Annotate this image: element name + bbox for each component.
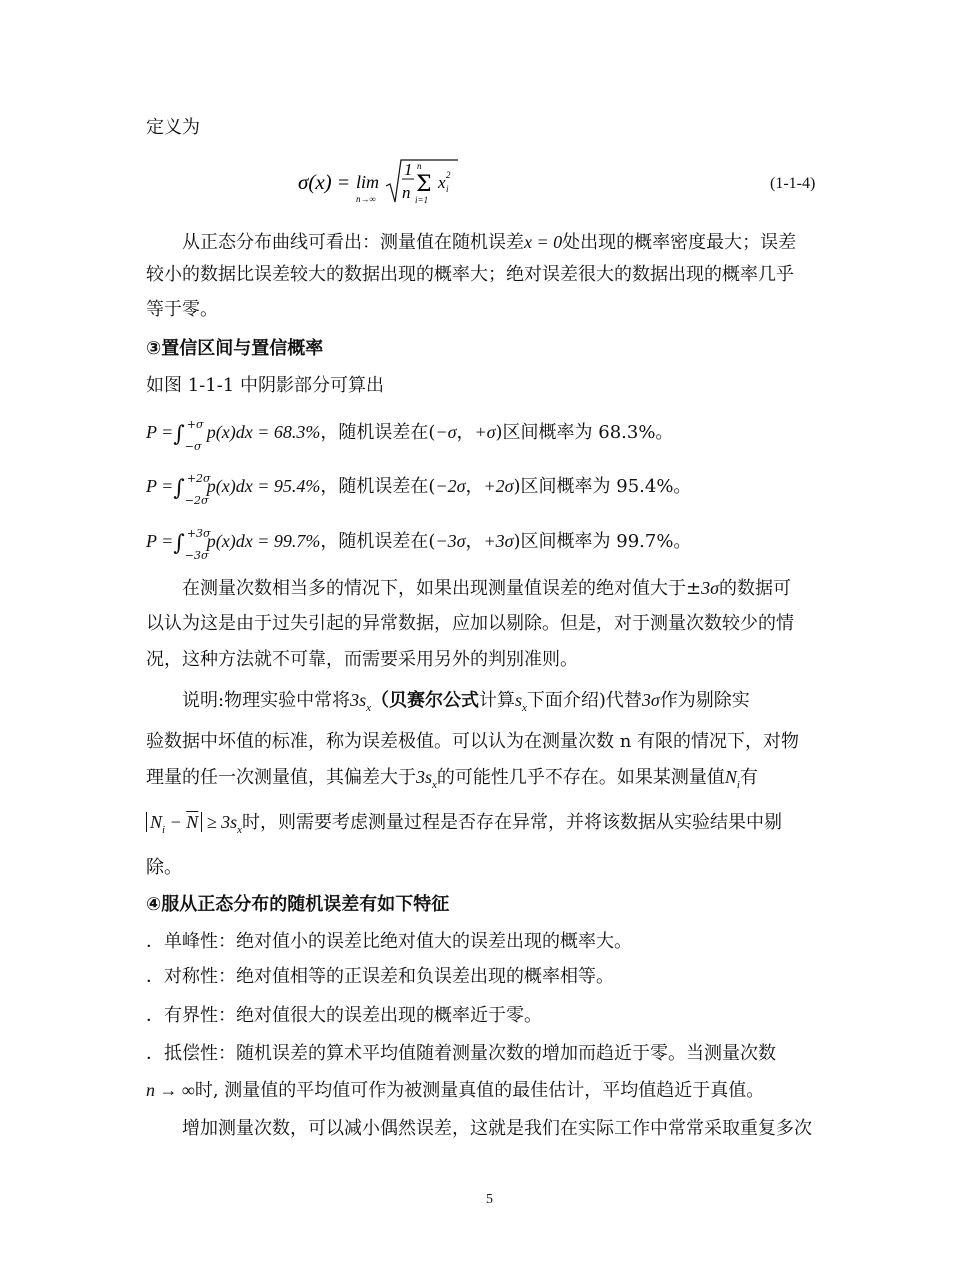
last-paragraph: 增加测量次数，可以减小偶然误差，这就是我们在实际工作中常常采取重复多次 bbox=[182, 1118, 812, 1139]
para3-line1 bbox=[182, 688, 750, 715]
sum-bot: i=1 bbox=[415, 195, 429, 205]
frac-den: n bbox=[402, 183, 411, 202]
p3-l4n: N bbox=[150, 812, 163, 832]
feature-3: ．有界性：绝对值很大的误差出现的概率近于零。 bbox=[146, 1005, 542, 1026]
prob-row-1 bbox=[146, 418, 674, 453]
para3-line2: 验数据中坏值的标准，称为误差极值。可以认为在测量次数 n 有限的情况下，对物 bbox=[146, 731, 800, 752]
prob1-sep: ， bbox=[456, 422, 475, 443]
p3-m2s: x bbox=[522, 702, 527, 714]
prob1-text-b: )区间概率为 68.3%。 bbox=[495, 422, 674, 443]
prob2-text-b: )区间概率为 95.4%。 bbox=[513, 476, 692, 497]
prob1-upper: +σ bbox=[186, 418, 204, 431]
prob2-ib: +2σ bbox=[483, 476, 514, 496]
prob-row-3 bbox=[146, 527, 692, 562]
equation-number: (1-1-4) bbox=[770, 175, 816, 192]
p3-l4ges: x bbox=[237, 824, 243, 836]
prob2-lhs: P = bbox=[146, 476, 174, 496]
prob3-ia: −3σ bbox=[435, 531, 466, 551]
p3-l3ns: i bbox=[736, 779, 740, 791]
p2-text-a: 在测量次数相当多的情况下，如果出现测量值误差的绝对值大于± bbox=[182, 578, 702, 599]
p3-a: 说明:物理实验中常将 bbox=[182, 690, 351, 711]
p3-l3a: 理量的任一次测量值，其偏差大于 bbox=[146, 767, 416, 788]
p1-math: x = 0 bbox=[524, 232, 563, 252]
p1-text-b: 处出现的概率密度最大；误差 bbox=[562, 232, 797, 253]
prob1-ia: −σ bbox=[435, 422, 457, 442]
para3-line3 bbox=[146, 765, 758, 792]
term-x: x bbox=[438, 173, 446, 192]
feature-2: ．对称性：绝对值相等的正误差和负误差出现的概率相等。 bbox=[146, 966, 614, 987]
term-sup: 2 bbox=[446, 170, 451, 180]
integral-sign: ∫ bbox=[173, 531, 185, 556]
para2-line2: 以认为这是由于过失引起的异常数据，应加以剔除。但是，对于测量次数较少的情 bbox=[146, 613, 794, 634]
prob3-upper: +3σ bbox=[186, 527, 211, 540]
p3-l4minus: − bbox=[165, 812, 187, 832]
p3-c: 计算 bbox=[478, 690, 515, 711]
p3-l3m: 3s bbox=[416, 767, 433, 787]
prob1-text-a: ，随机误差在( bbox=[320, 422, 436, 443]
integral-sign: ∫ bbox=[173, 422, 185, 447]
p3-l3c: 有 bbox=[739, 767, 758, 788]
prob3-lower: −3σ bbox=[184, 549, 209, 562]
prob2-text-a: ，随机误差在( bbox=[320, 476, 436, 497]
eq-equals: = bbox=[338, 172, 350, 194]
para2-line3: 况，这种方法就不可靠，而需要采用另外的判别准则。 bbox=[146, 649, 578, 670]
feat-cont-text: 时, 测量值的平均值可作为被测量真值的最佳估计，平均值趋近于真值。 bbox=[194, 1080, 765, 1101]
feature-1: ．单峰性：绝对值小的误差比绝对值大的误差出现的概率大。 bbox=[146, 931, 632, 952]
frac-num: 1 bbox=[404, 160, 413, 179]
p3-l3n: N bbox=[724, 767, 737, 787]
term-sub: i bbox=[446, 184, 449, 194]
p3-l4bar: $\overline{N}$ bbox=[186, 812, 199, 832]
prob1-lhs: P = bbox=[146, 422, 174, 442]
sum-sign: Σ bbox=[416, 172, 432, 197]
p3-e: 作为剔除实 bbox=[659, 690, 750, 711]
p3-m3: 3σ bbox=[641, 690, 660, 710]
eq-lim: lim bbox=[356, 172, 380, 192]
eq-lhs: σ(x) bbox=[298, 170, 332, 194]
prob2-lower: −2σ bbox=[184, 494, 209, 507]
prob2-sep: ， bbox=[465, 476, 484, 497]
sigma-formula-svg bbox=[298, 158, 478, 208]
prob3-integrand: p(x)dx = 99.7% bbox=[206, 531, 321, 551]
prob3-text-b: )区间概率为 99.7%。 bbox=[513, 531, 692, 552]
sigma-formula bbox=[298, 158, 478, 204]
p3-l4ns: i bbox=[162, 824, 166, 836]
para2-line1 bbox=[182, 576, 791, 601]
prob-row-2 bbox=[146, 472, 692, 507]
p3-l4ge: ≥ 3s bbox=[202, 812, 238, 832]
feature-4-cont bbox=[146, 1078, 764, 1103]
intro-text: 定义为 bbox=[146, 117, 200, 138]
p3-m1s: x bbox=[366, 702, 371, 714]
prob1-integrand: p(x)dx = 68.3% bbox=[206, 422, 321, 442]
p3-l3b: 的可能性几乎不存在。如果某测量值 bbox=[436, 767, 725, 788]
p3-bold: （贝赛尔公式 bbox=[370, 690, 479, 711]
feat-math: n → ∞ bbox=[146, 1080, 195, 1100]
section-heading-3: ③置信区间与置信概率 bbox=[146, 338, 324, 359]
p3-m2: s bbox=[514, 690, 522, 710]
prob2-upper: +2σ bbox=[186, 472, 211, 485]
p3-d: 下面介绍)代替 bbox=[526, 690, 642, 711]
prob2-limits bbox=[184, 472, 211, 507]
prob1-ib: +σ bbox=[474, 422, 496, 442]
prob1-lower: −σ bbox=[184, 440, 202, 453]
para1-line3: 等于零。 bbox=[146, 299, 218, 320]
p1-text-a: 从正态分布曲线可看出：测量值在随机误差 bbox=[182, 232, 524, 253]
prob3-ib: +3σ bbox=[483, 531, 514, 551]
figure-reference: 如图 1-1-1 中阴影部分可算出 bbox=[146, 375, 384, 396]
prob3-text-a: ，随机误差在( bbox=[320, 531, 436, 552]
page-number: 5 bbox=[486, 1192, 493, 1207]
p3-l4b: 时，则需要考虑测量过程是否存在异常，并将该数据从实验结果中剔 bbox=[242, 812, 783, 833]
p3-m1: 3s bbox=[350, 690, 367, 710]
p2-math: 3σ bbox=[701, 578, 719, 598]
eq-lim-sub: n→∞ bbox=[356, 194, 376, 204]
prob1-limits bbox=[184, 418, 207, 453]
p2-text-b: 的数据可 bbox=[718, 578, 791, 599]
para3-line4 bbox=[146, 810, 782, 837]
para3-line5: 除。 bbox=[146, 857, 182, 878]
para1-line2: 较小的数据比误差较大的数据出现的概率大；绝对误差很大的数据出现的概率几乎 bbox=[146, 264, 794, 285]
prob3-sep: ， bbox=[465, 531, 484, 552]
prob3-lhs: P = bbox=[146, 531, 174, 551]
sum-top: n bbox=[417, 161, 422, 171]
prob2-integrand: p(x)dx = 95.4% bbox=[206, 476, 321, 496]
integral-sign: ∫ bbox=[173, 476, 185, 501]
para1-line1 bbox=[182, 230, 796, 255]
prob2-ia: −2σ bbox=[435, 476, 466, 496]
feature-4: ．抵偿性：随机误差的算术平均值随着测量次数的增加而趋近于零。当测量次数 bbox=[146, 1043, 776, 1064]
abs-expression bbox=[146, 812, 202, 836]
p3-l3ms: x bbox=[432, 779, 437, 791]
section-heading-4: ④服从正态分布的随机误差有如下特征 bbox=[146, 894, 450, 915]
prob3-limits bbox=[184, 527, 211, 562]
